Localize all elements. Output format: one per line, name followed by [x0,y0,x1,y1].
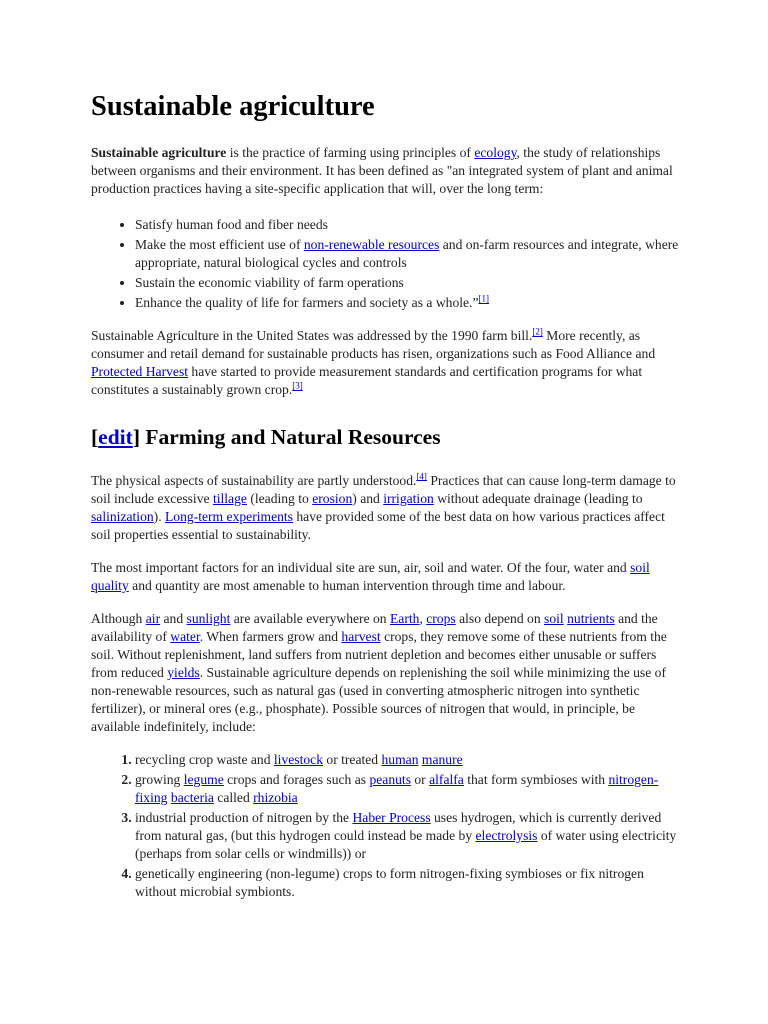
link-peanuts[interactable]: peanuts [369,771,411,787]
list-item [135,216,683,234]
paragraph-text: Although [91,610,146,626]
list-item-text: genetically engineering (non-legume) crops to form nitrogen-fixing symbioses or fix nitrogen without microbial symbionts. [135,865,644,899]
reference-1[interactable]: [1] [478,293,489,304]
list-item-text: that form symbioses with [463,771,609,787]
section-title: Farming and Natural Resources [139,425,441,450]
link-nitrogen-fixing[interactable]: nitrogen-fixing [135,771,659,805]
link-soil-quality[interactable]: soil quality [91,559,650,593]
paragraph-text: ). [153,508,165,524]
paragraph-text: ) and [352,490,384,506]
link-water[interactable]: water [170,628,200,644]
link-protected-harvest[interactable]: Protected Harvest [91,364,189,380]
list-item-text: called [213,789,254,805]
link-human[interactable]: human [381,751,419,767]
edit-bracket: ] [132,425,140,450]
us-paragraph [91,327,683,399]
paragraph-text: , [419,610,427,626]
link-alfalfa[interactable]: alfalfa [429,771,464,787]
link-tillage[interactable]: tillage [212,490,247,506]
list-item-text: crops and forages such as [223,771,370,787]
section-heading [91,425,683,451]
reference-2[interactable]: [2] [532,326,543,337]
article-body [91,90,683,916]
paragraph-text: Practices that can cause long-term damage to soil include excessive [91,472,676,506]
list-item-text: recycling crop waste and [135,751,274,767]
list-item [135,865,683,901]
reference-4[interactable]: [4] [416,471,427,482]
paragraph-text: have started to provide measurement standards and certification programs for what constitutes a sustainably grown crop. [91,364,643,398]
list-item-text: industrial production of nitrogen by the [135,809,353,825]
list-item-text: growing [135,771,184,787]
reference-3[interactable]: [3] [292,380,303,391]
list-item-text: of water using electricity (perhaps from solar cells or windmills)) or [135,827,677,861]
intro-paragraph [91,144,683,198]
link-rhizobia[interactable]: rhizobia [253,789,298,805]
link-sunlight[interactable]: sunlight [186,610,231,626]
edit-bracket: [ [91,425,99,450]
physical-paragraph [91,472,683,544]
list-item-text: or treated [323,751,382,767]
link-harvest[interactable]: harvest [341,628,381,644]
link-electrolysis[interactable]: electrolysis [475,827,538,843]
list-item-text: Sustain the economic viability of farm operations [135,275,404,291]
paragraph-text: and the availability of [91,610,658,644]
although-paragraph [91,610,683,736]
list-item [135,751,683,769]
list-item-text: Satisfy human food and fiber needs [135,217,328,233]
paragraph-text: More recently, as consumer and retail demand for sustainable products has risen, organizations such as Food Alliance and [91,328,656,362]
link-non-renewable-resources[interactable]: non-renewable resources [303,237,440,253]
list-item-text: Enhance the quality of life for farmers and society as a whole.” [135,295,479,311]
paragraph-text: crops, they remove some of these nutrients from the soil. Without replenishment, land suffers from nutrient depletion and becomes either unusable or suffers from reduced [91,628,667,680]
goals-list [91,216,683,312]
paragraph-text: The most important factors for an individual site are sun, air, soil and water. Of the four, water and [91,559,631,575]
edit-link[interactable]: edit [98,425,133,450]
link-yields[interactable]: yields [167,664,200,680]
link-air[interactable]: air [145,610,161,626]
intro-text: , the study of relationships between organisms and their environment. It has been defined as "an integrated system of plant and animal production practices having a site-specific application that will, over the long term: [91,145,673,197]
link-legume[interactable]: legume [183,771,224,787]
list-item [135,771,683,807]
paragraph-text: and quantity are most amenable to human intervention through time and labour. [128,577,566,593]
link-irrigation[interactable]: irrigation [383,490,434,506]
list-item-text: and on-farm resources and integrate, where appropriate, natural biological cycles and controls [135,237,679,271]
list-item-text: Make the most efficient use of [135,237,304,253]
link-erosion[interactable]: erosion [312,490,353,506]
paragraph-text: The physical aspects of sustainability are partly understood. [91,472,417,488]
link-soil[interactable]: soil [544,610,564,626]
paragraph-text: Sustainable Agriculture in the United States was addressed by the 1990 farm bill. [91,328,533,344]
link-ecology[interactable]: ecology [474,145,517,161]
paragraph-text: (leading to [246,490,313,506]
paragraph-text: are available everywhere on [230,610,390,626]
list-item [135,274,683,292]
intro-text: is the practice of farming using principles of [226,145,475,161]
link-earth[interactable]: Earth [390,610,420,626]
link-crops[interactable]: crops [426,610,456,626]
intro-term: Sustainable agriculture [91,145,227,161]
paragraph-text: . When farmers grow and [199,628,342,644]
link-salinization[interactable]: salinization [91,508,154,524]
factors-paragraph [91,559,683,595]
paragraph-text: have provided some of the best data on how various practices affect soil properties essential to sustainability. [91,508,665,542]
list-item [135,236,683,272]
list-item [135,809,683,863]
link-long-term-experiments[interactable]: Long-term experiments [165,508,293,524]
paragraph-text: without adequate drainage (leading to [433,490,643,506]
nitrogen-sources-list [91,751,683,901]
link-livestock[interactable]: livestock [273,751,323,767]
link-bacteria[interactable]: bacteria [170,789,214,805]
list-item-text: uses hydrogen, which is currently derived from natural gas, (but this hydrogen could instead be made by [135,809,662,843]
list-item-text: or [410,771,430,787]
link-haber-process[interactable]: Haber Process [352,809,431,825]
link-manure[interactable]: manure [421,751,463,767]
paragraph-text: and [160,610,187,626]
paragraph-text: . Sustainable agriculture depends on replenishing the soil while minimizing the use of non-renewable resources, such as natural gas (used in converting atmospheric nitrogen into synthetic fertilizer), or mineral ores (e.g., phosphate). Possible sources of nitrogen that would, in principle, be available indefinitely, include: [91,664,666,734]
paragraph-text: also depend on [455,610,545,626]
page-title: Sustainable agriculture [91,91,375,122]
link-nutrients[interactable]: nutrients [567,610,615,626]
list-item [135,294,683,312]
